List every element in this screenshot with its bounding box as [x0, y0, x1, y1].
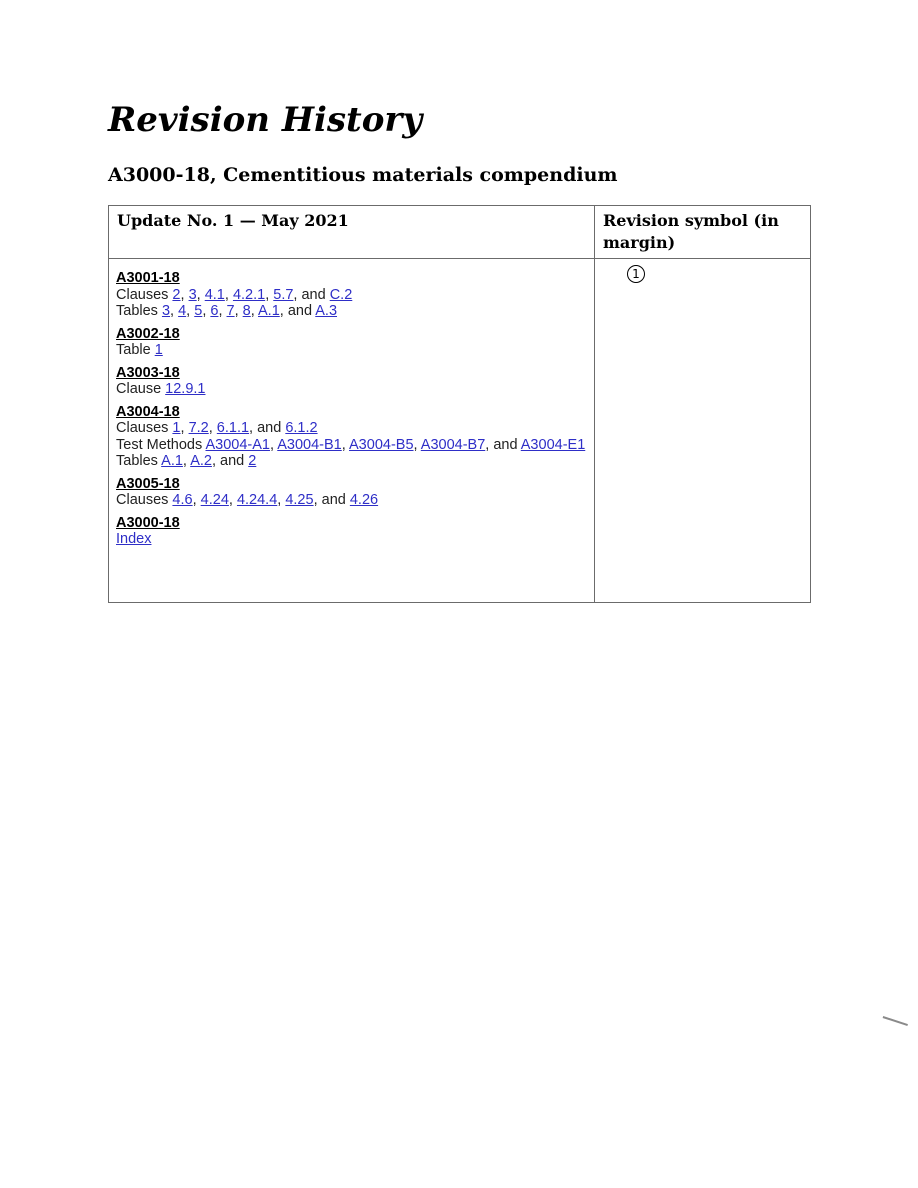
standard-group [116, 476, 586, 509]
reference-link[interactable]: 4.6 [172, 492, 193, 508]
line-label: Table [116, 342, 151, 358]
reference-link[interactable]: A3004-B5 [349, 436, 414, 453]
reference-link[interactable]: A3004-E1 [520, 436, 586, 453]
page-title: Revision History [108, 100, 423, 140]
reference-link[interactable]: 1 [154, 342, 163, 358]
standard-code: A3003-18 [116, 364, 180, 381]
line-label: Tables [116, 453, 158, 469]
reference-link[interactable]: 8 [242, 303, 251, 319]
line-label: Clauses [116, 286, 169, 303]
reference-link[interactable]: 2 [248, 453, 257, 469]
changes-list [109, 259, 595, 603]
reference-link[interactable]: 4.2.1 [232, 286, 266, 303]
reference-link[interactable]: A3004-A1 [205, 436, 270, 453]
reference-link[interactable]: A3004-B1 [277, 436, 342, 453]
change-line: Tables 3, 4, 5, 6, 7, 8, A.1, and A.3 [116, 303, 338, 319]
reference-link[interactable]: 6 [210, 303, 219, 319]
reference-link[interactable]: 1 [172, 420, 181, 436]
margin-mark-line [883, 1016, 908, 1025]
reference-link[interactable]: 6.1.1 [216, 420, 250, 436]
standard-group [116, 365, 586, 398]
revision-symbol-cell [595, 259, 811, 603]
reference-link[interactable]: A.2 [190, 453, 212, 469]
line-label: Tables [116, 303, 158, 319]
reference-link[interactable]: 4.26 [349, 492, 379, 508]
change-line: Clauses 1, 7.2, 6.1.1, and 6.1.2 [116, 420, 318, 436]
table-header-row [109, 206, 811, 259]
standard-code: A3002-18 [116, 325, 180, 342]
reference-link[interactable]: 5 [194, 303, 203, 319]
standard-group [116, 404, 586, 470]
change-line [116, 381, 586, 398]
reference-link[interactable]: 5.7 [273, 286, 294, 303]
standard-code: A3001-18 [116, 270, 180, 286]
standard-group [116, 270, 586, 320]
line-label: Clauses [116, 420, 169, 436]
reference-link[interactable]: 12.9.1 [165, 381, 206, 397]
change-line: Test Methods A3004-A1, A3004-B1, A3004-B5, A3004-B7, and A3004-E1 Tables A.1, A.2, and 2 [116, 436, 586, 469]
table-row [109, 259, 811, 603]
reference-link[interactable]: A.1 [258, 303, 280, 319]
reference-link[interactable]: Index [116, 531, 152, 547]
change-line [116, 342, 586, 359]
line-label: Clauses [116, 492, 169, 508]
reference-link[interactable]: A3004-B7 [420, 436, 486, 453]
circled-revision-symbol: 1 [627, 265, 645, 283]
standard-group [116, 515, 586, 548]
revision-table [108, 205, 811, 603]
standard-code: A3005-18 [116, 475, 180, 492]
reference-link[interactable]: 3 [161, 303, 171, 319]
standard-group [116, 326, 586, 359]
reference-link[interactable]: 4.1 [204, 286, 225, 303]
reference-link[interactable]: 7.2 [188, 420, 209, 436]
revision-symbol-header: Revision symbol (in margin) [595, 206, 811, 259]
standard-code: A3000-18 [116, 514, 180, 531]
reference-link[interactable]: 7 [226, 303, 235, 319]
reference-link[interactable]: 4 [178, 303, 187, 319]
reference-link[interactable]: 4.25 [285, 492, 314, 508]
reference-link[interactable]: 4.24 [200, 492, 229, 508]
change-line: Clauses 4.6, 4.24, 4.24.4, 4.25, and 4.26 [116, 492, 379, 508]
change-line [116, 531, 586, 548]
line-label: Test Methods [116, 436, 203, 453]
reference-link[interactable]: 4.24.4 [236, 492, 278, 508]
line-label: Clause [116, 381, 162, 397]
change-line: Clauses 2, 3, 4.1, 4.2.1, 5.7, and C.2 [116, 286, 353, 303]
standard-code: A3004-18 [116, 403, 180, 420]
reference-link[interactable]: C.2 [329, 286, 353, 303]
reference-link[interactable]: 2 [172, 286, 181, 303]
reference-link[interactable]: A.1 [161, 453, 183, 469]
reference-link[interactable]: A.3 [315, 303, 338, 319]
document-subtitle: A3000-18, Cementitious materials compendium [108, 164, 618, 186]
reference-link[interactable]: 3 [188, 286, 197, 303]
update-header: Update No. 1 — May 2021 [109, 206, 595, 259]
reference-link[interactable]: 6.1.2 [285, 420, 318, 436]
